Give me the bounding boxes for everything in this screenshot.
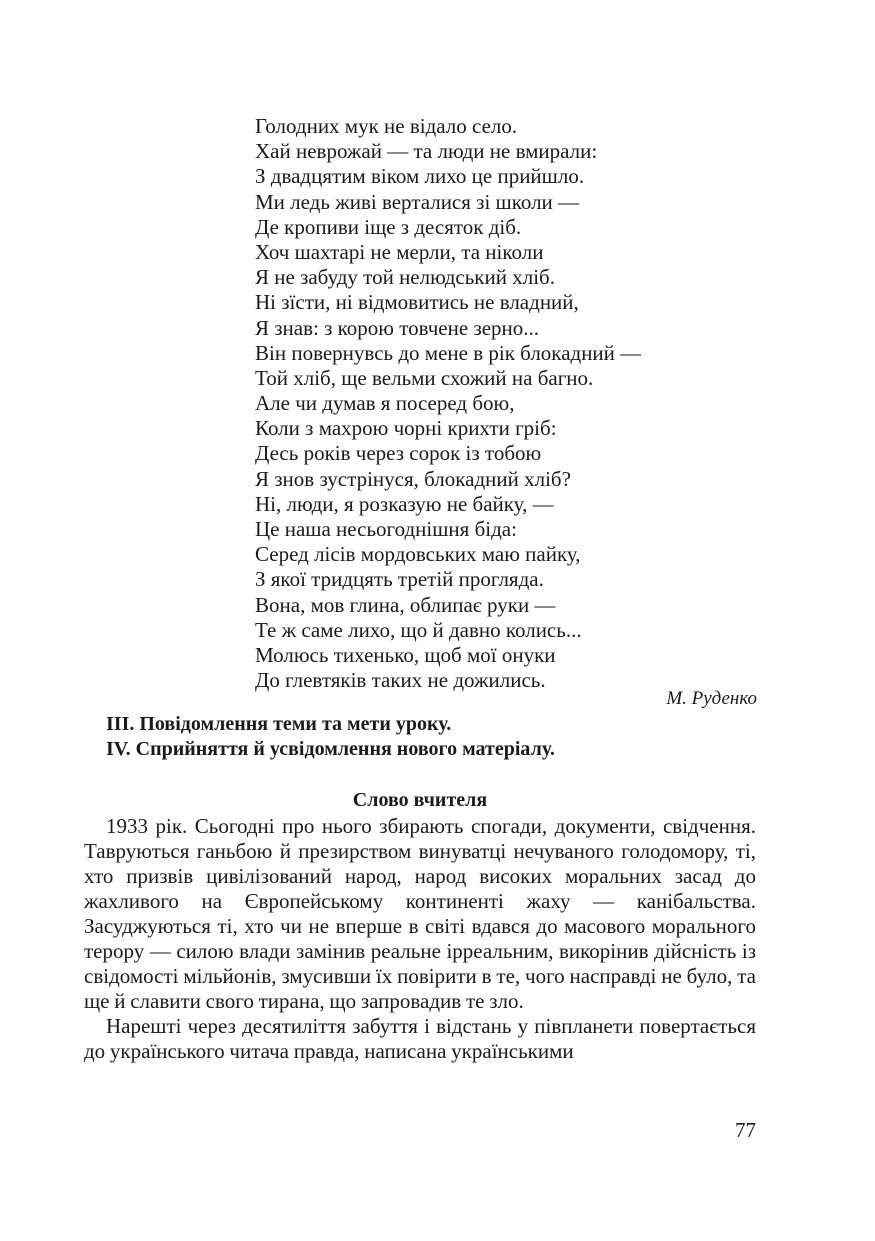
poem-line: Я знов зустрінуся, блокадний хліб?: [255, 466, 571, 491]
section-heading-4: IV. Сприйняття й усвідомлення нового матеріалу.: [106, 738, 555, 760]
poem-line: Це наша несьогоднішня біда:: [255, 517, 517, 541]
body-text: [84, 814, 756, 1064]
poem-line: Хай неврожай — та люди не вмирали:: [255, 139, 598, 164]
poem-line: Десь років через сорок із тобою: [255, 441, 542, 466]
poem-line: З якої тридцять третій прогляда.: [255, 567, 544, 592]
poem-line: Ні, люди, я розказую не байку, —: [255, 491, 554, 516]
section-heading-3: III. Повідомлення теми та мети уроку.: [106, 713, 452, 735]
paragraph: 1933 рік. Сьогодні про нього збирають спогади, документи, свідчення. Тавруються ганьбою й презирством винуватці нечуваного голодомору, ті, хто призвів цивілізований народ, народ високих моральних засад до жахливого на Європейському континенті жаху — канібальства. Засуджуються ті, хто чи не вперше в світі вдався до масового морального терору — силою влади замінив реальне ірреальним, викорінив дійсність із свідомості мільйонів, змусивши їх повірити в те, чого насправді не було, та ще й славити свого тирана, що запровадив те зло.: [84, 814, 756, 1013]
poem-line: Серед лісів мордовських маю пайку,: [255, 542, 581, 567]
poem-line: Де кропиви іще з десяток діб.: [255, 214, 522, 239]
poem-line: Я не забуду той нелюдський хліб.: [255, 265, 555, 290]
poem-line: Я знав: з корою товчене зерно...: [255, 315, 540, 340]
poem-line: Хоч шахтарі не мерли, та ніколи: [255, 239, 544, 264]
poem-line: Ні зїсти, ні відмовитись не владний,: [255, 290, 579, 315]
poem-line: Голодних мук не відало село.: [255, 114, 518, 138]
teacher-word-heading: Слово вчителя: [352, 789, 488, 811]
poem-author: М. Руденко: [666, 688, 757, 709]
poem-line: Молюсь тихенько, щоб мої онуки: [255, 642, 556, 667]
poem-line: Те ж саме лихо, що й давно колись...: [255, 617, 582, 642]
poem-line: Коли з махрою чорні крихти гріб:: [255, 416, 557, 441]
poem: [255, 114, 775, 693]
poem-line: Але чи думав я посеред бою,: [255, 391, 515, 416]
paragraph: Нарешті через десятиліття забуття і відстань у півпланети повертається до українського читача правда, написана українськими: [84, 1014, 756, 1063]
poem-line: Той хліб, ще вельми схожий на багно.: [255, 365, 594, 390]
poem-line: До глевтяків таких не дожились.: [255, 668, 546, 693]
poem-line: З двадцятим віком лихо це прийшло.: [255, 164, 585, 189]
poem-line: Він повернувсь до мене в рік блокадний —: [255, 340, 642, 365]
poem-line: Вона, мов глина, облипає руки —: [255, 592, 556, 617]
poem-line: Ми ледь живі верталися зі школи —: [255, 189, 580, 214]
page-number: 77: [735, 1118, 756, 1142]
